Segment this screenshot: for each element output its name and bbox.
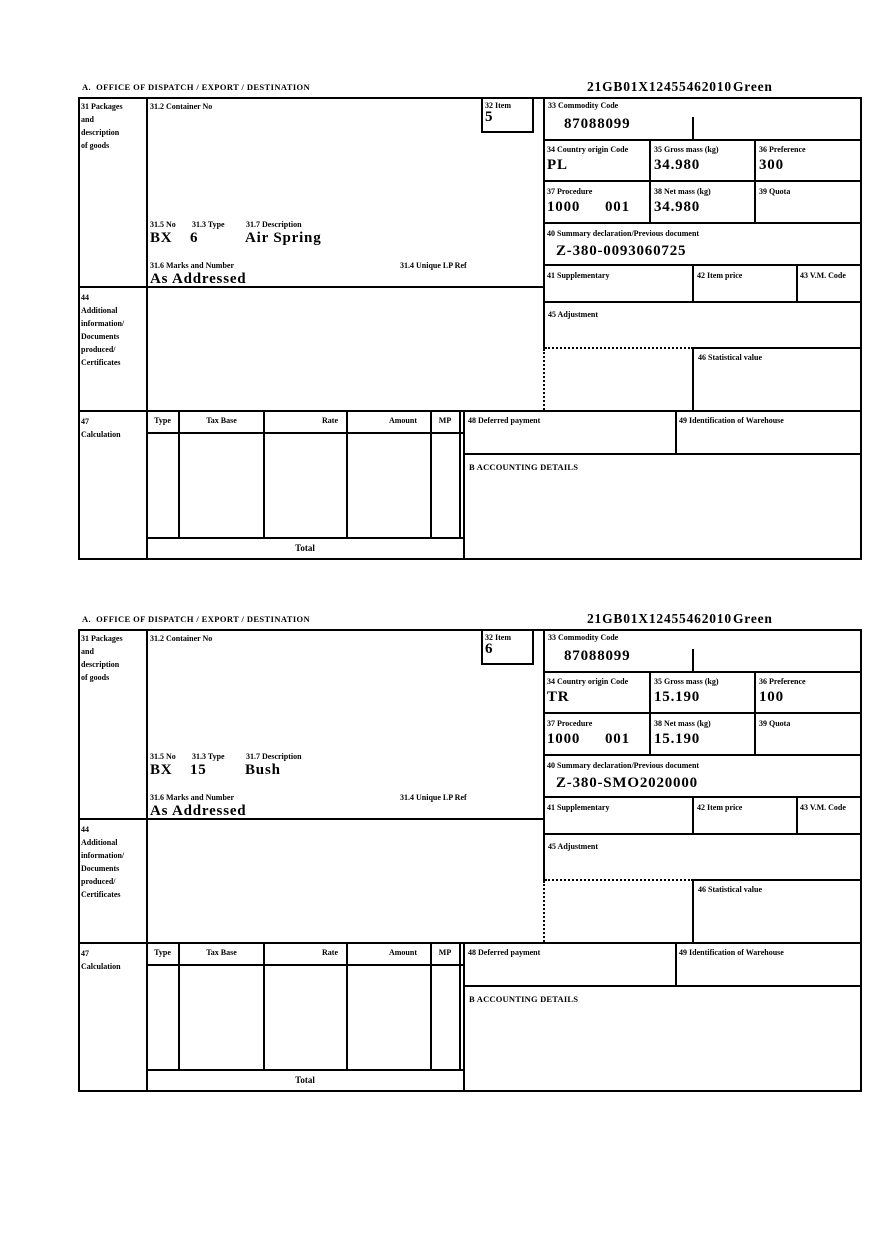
calc-col-mp: MP xyxy=(438,948,452,957)
total-label: Total xyxy=(295,543,315,553)
box31-6-marks-label: 31.6 Marks and Number xyxy=(150,261,235,270)
box33-commodity-value: 87088099 xyxy=(564,648,631,664)
box39-quota-label: 39 Quota xyxy=(759,187,791,196)
box43-vm-code-label: 43 V.M. Code xyxy=(800,271,846,280)
grid-line xyxy=(692,649,694,673)
grid-line xyxy=(459,410,461,539)
dotted-border-line xyxy=(543,349,545,410)
box43-vm-code-label: 43 V.M. Code xyxy=(800,803,846,812)
box45-adjustment-label: 45 Adjustment xyxy=(548,310,599,319)
grid-line xyxy=(693,879,862,881)
box31-6-marks-value: As Addressed xyxy=(150,803,247,819)
accounting-details-heading: B ACCOUNTING DETAILS xyxy=(469,462,579,472)
box46-statistical-label: 46 Statistical value xyxy=(698,885,762,894)
grid-line xyxy=(543,671,862,673)
routing-status: Green xyxy=(733,611,773,626)
box35-gross-mass-value: 34.980 xyxy=(654,157,701,173)
box39-quota-label: 39 Quota xyxy=(759,719,791,728)
box42-item-price-label: 42 Item price xyxy=(697,803,743,812)
box49-warehouse-label: 49 Identification of Warehouse xyxy=(679,416,784,425)
calc-col-mp: MP xyxy=(438,416,452,425)
grid-line xyxy=(78,558,862,560)
box31-4-lp-ref-label: 31.4 Unique LP Ref xyxy=(400,793,467,802)
accounting-details-heading: B ACCOUNTING DETAILS xyxy=(469,994,579,1004)
grid-line xyxy=(481,97,483,133)
grid-line xyxy=(543,139,862,141)
box35-gross-mass-value: 15.190 xyxy=(654,689,701,705)
grid-line xyxy=(543,833,862,835)
box31-7-description-label: 31.7 Description xyxy=(246,752,302,761)
grid-line xyxy=(463,985,862,987)
box40-summary-label: 40 Summary declaration/Previous document xyxy=(547,761,700,770)
box34-country-value: TR xyxy=(547,689,570,705)
box36-preference-value: 300 xyxy=(759,157,784,173)
box47-calculation-label: 47 Calculation xyxy=(81,417,121,439)
sad-item-form-1 xyxy=(78,79,862,562)
grid-line xyxy=(796,264,798,303)
grid-line xyxy=(78,629,862,631)
calc-col-tax-base: Tax Base xyxy=(206,416,237,425)
grid-line xyxy=(692,879,694,944)
grid-line xyxy=(146,537,464,539)
box31-5-no-label: 31.5 No xyxy=(150,220,176,229)
calc-col-amount: Amount xyxy=(388,416,417,425)
calc-col-rate: Rate xyxy=(322,948,338,957)
box31-3-type-value: 6 xyxy=(190,230,199,246)
grid-line xyxy=(146,432,464,434)
box34-country-value: PL xyxy=(547,157,568,173)
grid-line xyxy=(796,796,798,835)
grid-line xyxy=(146,964,464,966)
box31-3-type-label: 31.3 Type xyxy=(192,752,225,761)
grid-line xyxy=(146,1069,464,1071)
grid-line xyxy=(754,671,756,756)
box31-3-type-label: 31.3 Type xyxy=(192,220,225,229)
box37-procedure-value-1: 1000 xyxy=(547,199,581,215)
grid-line xyxy=(346,410,348,539)
grid-line xyxy=(543,97,545,349)
grid-line xyxy=(692,796,694,835)
box31-5-no-value: BX xyxy=(150,762,173,778)
grid-line xyxy=(346,942,348,1071)
grid-line xyxy=(178,410,180,539)
box38-net-mass-value: 15.190 xyxy=(654,731,701,747)
box40-summary-label: 40 Summary declaration/Previous document xyxy=(547,229,700,238)
calc-col-rate: Rate xyxy=(322,416,338,425)
box33-commodity-label: 33 Commodity Code xyxy=(548,101,619,110)
grid-line xyxy=(675,942,677,987)
grid-line xyxy=(463,453,862,455)
box34-country-label: 34 Country origin Code xyxy=(547,677,629,686)
total-label: Total xyxy=(295,1075,315,1085)
box44-additional-label: 44 Additional information/ Documents produced/ Certificates xyxy=(81,293,125,367)
grid-line xyxy=(543,301,862,303)
grid-line xyxy=(543,180,862,182)
box40-summary-value: Z-380-0093060725 xyxy=(556,243,687,259)
box31-3-type-value: 15 xyxy=(190,762,207,778)
grid-line xyxy=(463,942,465,1092)
box32-item-value: 6 xyxy=(485,641,494,657)
grid-line xyxy=(481,629,483,665)
grid-line xyxy=(543,222,862,224)
box34-country-label: 34 Country origin Code xyxy=(547,145,629,154)
grid-line xyxy=(693,347,862,349)
grid-line xyxy=(543,712,862,714)
calc-col-tax-base: Tax Base xyxy=(206,948,237,957)
grid-line xyxy=(78,1090,862,1092)
box37-procedure-label: 37 Procedure xyxy=(547,719,593,728)
grid-line xyxy=(754,139,756,224)
box33-commodity-value: 87088099 xyxy=(564,116,631,132)
grid-line xyxy=(649,671,651,756)
box36-preference-label: 36 Preference xyxy=(759,677,806,686)
grid-line xyxy=(430,942,432,1071)
grid-line xyxy=(178,942,180,1071)
box41-supplementary-label: 41 Supplementary xyxy=(547,803,610,812)
grid-line xyxy=(146,97,148,560)
box36-preference-value: 100 xyxy=(759,689,784,705)
grid-line xyxy=(78,629,80,1092)
box38-net-mass-label: 38 Net mass (kg) xyxy=(654,719,711,728)
grid-line xyxy=(649,139,651,224)
grid-line xyxy=(459,942,461,1071)
box31-packages-label: 31 Packages and description of goods xyxy=(81,634,123,682)
grid-line xyxy=(860,629,862,1092)
grid-line xyxy=(543,629,545,881)
grid-line xyxy=(78,97,80,560)
grid-line xyxy=(692,347,694,412)
calc-col-type: Type xyxy=(154,948,171,957)
box35-gross-mass-label: 35 Gross mass (kg) xyxy=(654,677,719,686)
grid-line xyxy=(532,97,534,133)
box32-item-label: 32 Item xyxy=(485,633,511,642)
box38-net-mass-value: 34.980 xyxy=(654,199,701,215)
grid-line xyxy=(481,663,534,665)
sad-item-form-2 xyxy=(78,611,862,1094)
calc-col-amount: Amount xyxy=(388,948,417,957)
box41-supplementary-label: 41 Supplementary xyxy=(547,271,610,280)
box37-procedure-value-2: 001 xyxy=(605,199,630,215)
grid-line xyxy=(430,410,432,539)
box45-adjustment-label: 45 Adjustment xyxy=(548,842,599,851)
mrn-value: 21GB01X12455462010 xyxy=(587,79,732,94)
box31-2-container-label: 31.2 Container No xyxy=(150,634,213,643)
box49-warehouse-label: 49 Identification of Warehouse xyxy=(679,948,784,957)
box38-net-mass-label: 38 Net mass (kg) xyxy=(654,187,711,196)
grid-line xyxy=(543,264,862,266)
box31-6-marks-label: 31.6 Marks and Number xyxy=(150,793,235,802)
box32-item-label: 32 Item xyxy=(485,101,511,110)
box31-5-no-label: 31.5 No xyxy=(150,752,176,761)
box35-gross-mass-label: 35 Gross mass (kg) xyxy=(654,145,719,154)
grid-line xyxy=(481,131,534,133)
grid-line xyxy=(78,97,862,99)
office-of-dispatch-heading: A. OFFICE OF DISPATCH / EXPORT / DESTINATION xyxy=(82,614,311,624)
routing-status: Green xyxy=(733,79,773,94)
grid-line xyxy=(78,410,862,412)
box31-4-lp-ref-label: 31.4 Unique LP Ref xyxy=(400,261,467,270)
box37-procedure-value-1: 1000 xyxy=(547,731,581,747)
box33-commodity-label: 33 Commodity Code xyxy=(548,633,619,642)
grid-line xyxy=(532,629,534,665)
dotted-border-line xyxy=(543,881,545,942)
mrn-value: 21GB01X12455462010 xyxy=(587,611,732,626)
grid-line xyxy=(263,410,265,539)
grid-line xyxy=(543,754,862,756)
grid-line xyxy=(860,97,862,560)
box40-summary-value: Z-380-SMO2020000 xyxy=(556,775,698,791)
box31-2-container-label: 31.2 Container No xyxy=(150,102,213,111)
box46-statistical-label: 46 Statistical value xyxy=(698,353,762,362)
box42-item-price-label: 42 Item price xyxy=(697,271,743,280)
box31-5-no-value: BX xyxy=(150,230,173,246)
box37-procedure-label: 37 Procedure xyxy=(547,187,593,196)
box48-deferred-label: 48 Deferred payment xyxy=(468,416,541,425)
box32-item-value: 5 xyxy=(485,109,494,125)
dotted-border-line xyxy=(545,347,693,349)
box31-7-description-label: 31.7 Description xyxy=(246,220,302,229)
grid-line xyxy=(692,264,694,303)
grid-line xyxy=(675,410,677,455)
office-of-dispatch-heading: A. OFFICE OF DISPATCH / EXPORT / DESTINATION xyxy=(82,82,311,92)
box48-deferred-label: 48 Deferred payment xyxy=(468,948,541,957)
grid-line xyxy=(78,942,862,944)
grid-line xyxy=(146,629,148,1092)
grid-line xyxy=(463,410,465,560)
box31-packages-label: 31 Packages and description of goods xyxy=(81,102,123,150)
box36-preference-label: 36 Preference xyxy=(759,145,806,154)
calc-col-type: Type xyxy=(154,416,171,425)
grid-line xyxy=(263,942,265,1071)
grid-line xyxy=(692,117,694,141)
box44-additional-label: 44 Additional information/ Documents produced/ Certificates xyxy=(81,825,125,899)
box47-calculation-label: 47 Calculation xyxy=(81,949,121,971)
box31-7-description-value: Bush xyxy=(245,762,281,778)
dotted-border-line xyxy=(545,879,693,881)
grid-line xyxy=(543,796,862,798)
box31-7-description-value: Air Spring xyxy=(245,230,322,246)
box37-procedure-value-2: 001 xyxy=(605,731,630,747)
box31-6-marks-value: As Addressed xyxy=(150,271,247,287)
